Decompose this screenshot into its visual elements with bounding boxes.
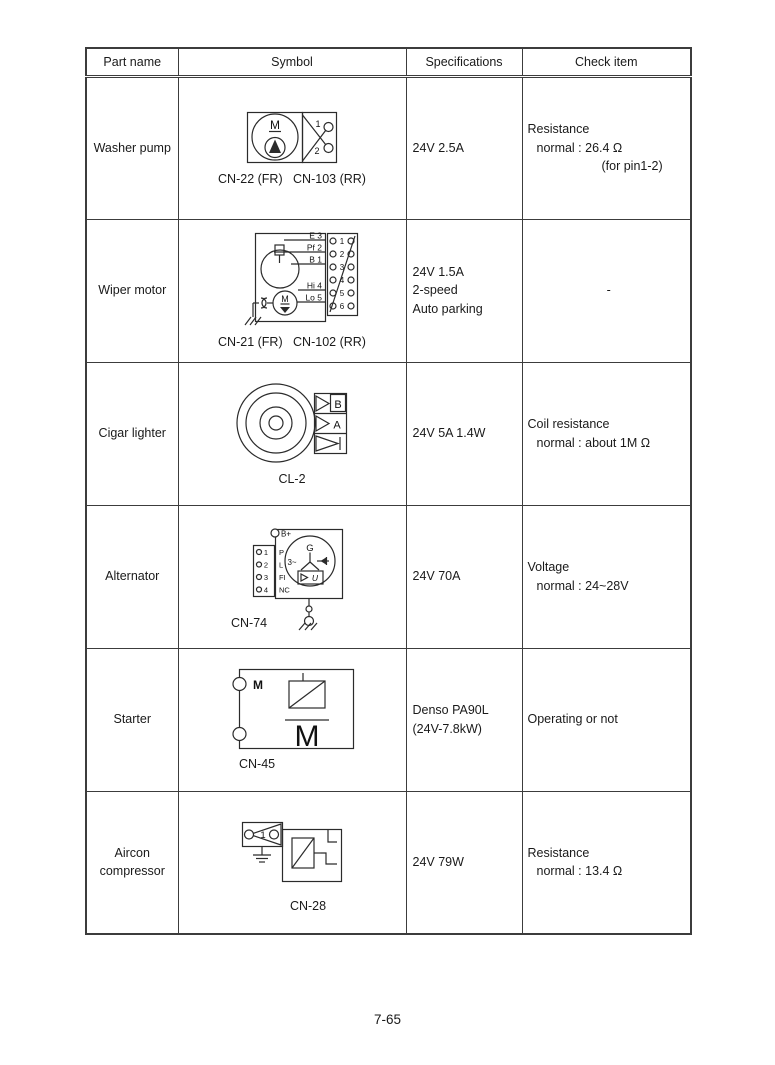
part-name: Washer pump <box>93 140 171 155</box>
connector-caption: CN-45 <box>239 757 276 771</box>
terminal-label: E 3 <box>309 232 322 241</box>
symbol-cell <box>178 648 406 791</box>
part-name-cell <box>86 791 178 934</box>
symbol-cell <box>178 505 406 648</box>
spec-line: 24V 1.5A <box>412 264 464 279</box>
spec-line: (24V-7.8kW) <box>412 721 482 736</box>
terminal-label: B 1 <box>309 254 322 265</box>
alternator-icon <box>231 519 353 631</box>
phase-label: 3~ <box>287 558 297 567</box>
part-name-cell <box>86 648 178 791</box>
motor-label: M <box>281 294 289 304</box>
terminal-label: NC <box>279 585 290 595</box>
specifications-cell <box>406 76 522 219</box>
aircon-compressor-symbol <box>240 812 344 913</box>
header-symbol: Symbol <box>178 48 406 76</box>
spec-line: Denso PA90L <box>412 703 489 717</box>
check-line: Voltage <box>527 560 570 574</box>
regulator-label: U <box>311 573 319 583</box>
check-item-cell <box>522 362 691 505</box>
connector-caption: CL-2 <box>278 472 306 486</box>
check-item-cell <box>522 505 691 648</box>
symbol-cell <box>178 76 406 219</box>
terminal-label: Pf 2 <box>306 242 322 253</box>
part-name: Starter <box>113 712 151 727</box>
terminal-label: B+ <box>281 529 292 539</box>
spec-line: Auto parking <box>412 301 483 316</box>
table-row-wiper-motor <box>86 219 691 362</box>
terminal-label: B <box>334 399 342 411</box>
check-line: normal : 13.4 Ω <box>536 864 623 879</box>
terminal-label: Lo 5 <box>305 292 322 303</box>
pin-label: 2 <box>263 560 269 570</box>
part-name: Alternator <box>105 569 160 584</box>
part-name-cell <box>86 362 178 505</box>
spec-line: 2-speed <box>412 283 458 298</box>
symbol-cell <box>178 362 406 505</box>
check-item-cell <box>522 219 691 362</box>
terminal-label: FI <box>279 573 286 582</box>
part-name-cell <box>86 76 178 219</box>
pin-label: 1 <box>315 118 321 129</box>
header-check-item: Check item <box>522 48 691 76</box>
table-row-washer-pump <box>86 76 691 219</box>
specifications-cell <box>406 219 522 362</box>
table-row-starter <box>86 648 691 791</box>
connector-caption: CN-74 <box>231 616 268 630</box>
symbol-cell <box>178 219 406 362</box>
washer-pump-symbol <box>218 111 366 186</box>
check-line: normal : 26.4 Ω <box>536 140 623 155</box>
terminal-label: L <box>279 560 284 570</box>
check-line: - <box>606 283 611 298</box>
connector-icon <box>328 234 358 316</box>
generator-label: G <box>306 543 314 554</box>
check-line: Coil resistance <box>527 417 610 431</box>
connector-caption: CN-28 <box>289 898 327 913</box>
connector-icon <box>243 822 283 846</box>
ground-icon <box>299 623 317 630</box>
table-header-row <box>86 48 691 76</box>
pin-label: 1 <box>260 829 266 841</box>
wiper-motor-symbol <box>218 232 366 349</box>
spec-line: 24V 79W <box>412 855 464 869</box>
symbol-cell <box>178 791 406 934</box>
table-row-cigar-lighter <box>86 362 691 505</box>
pin-label: 2 <box>314 145 320 156</box>
connector-caption: CN-22 (FR) CN-103 (RR) <box>218 171 366 186</box>
clutch-coil-icon <box>292 838 314 868</box>
part-name: Wiper motor <box>98 283 167 298</box>
pin-label: 4 <box>263 585 269 595</box>
cigar-lighter-symbol <box>236 381 348 486</box>
check-item-cell <box>522 791 691 934</box>
alternator-symbol <box>231 519 353 634</box>
cigar-lighter-icon <box>236 381 348 465</box>
motor-label: M <box>294 720 320 750</box>
specifications-cell <box>406 362 522 505</box>
pin-label: 1 <box>263 548 269 557</box>
pin-label: 6 <box>339 302 345 311</box>
check-line: Resistance <box>527 845 590 860</box>
header-part-name: Part name <box>86 48 178 76</box>
spec-line: 24V 5A 1.4W <box>412 426 486 441</box>
pin-label: 2 <box>339 250 345 259</box>
component-spec-table <box>85 47 692 935</box>
regulator-icon <box>298 571 323 584</box>
header-specifications: Specifications <box>406 48 522 76</box>
terminal-label: P <box>279 548 285 557</box>
pin-label: 4 <box>339 276 345 285</box>
check-line: normal : 24~28V <box>536 578 629 593</box>
starter-symbol <box>229 668 355 771</box>
check-item-cell <box>522 648 691 791</box>
pin-label: 3 <box>339 263 345 272</box>
connector-icon <box>254 546 275 597</box>
check-item-cell <box>522 76 691 219</box>
washer-pump-icon <box>246 111 338 165</box>
check-line: Resistance <box>527 122 590 137</box>
pin-label: 5 <box>339 289 345 298</box>
wiper-motor-icon <box>225 232 359 328</box>
starter-icon <box>229 668 355 750</box>
check-line: (for pin1-2) <box>601 159 663 174</box>
pin-label: 1 <box>339 237 345 246</box>
connector-caption: CN-21 (FR) CN-102 (RR) <box>218 335 366 349</box>
specifications-cell <box>406 648 522 791</box>
part-name: Cigar lighter <box>98 426 166 441</box>
table-row-alternator <box>86 505 691 648</box>
part-name-cell <box>86 505 178 648</box>
check-line: Operating or not <box>527 712 618 727</box>
ground-icon <box>245 317 261 325</box>
part-name: Aircon compressor <box>99 845 165 879</box>
aircon-compressor-icon <box>240 812 344 892</box>
spec-line: 24V 70A <box>412 569 461 584</box>
terminal-label: Hi 4 <box>306 280 322 291</box>
table-row-aircon-compressor <box>86 791 691 934</box>
page-number: 7-65 <box>373 1012 402 1027</box>
motor-label: M <box>270 117 280 132</box>
specifications-cell <box>406 505 522 648</box>
terminal-label: A <box>333 419 341 432</box>
check-line: normal : about 1M Ω <box>536 435 651 450</box>
ground-icon <box>253 855 271 862</box>
solenoid-icon <box>289 673 325 708</box>
pin-label: 3 <box>263 573 269 582</box>
spec-line: 24V 2.5A <box>412 140 464 155</box>
terminal-label: M <box>253 678 263 692</box>
specifications-cell <box>406 791 522 934</box>
part-name-cell <box>86 219 178 362</box>
